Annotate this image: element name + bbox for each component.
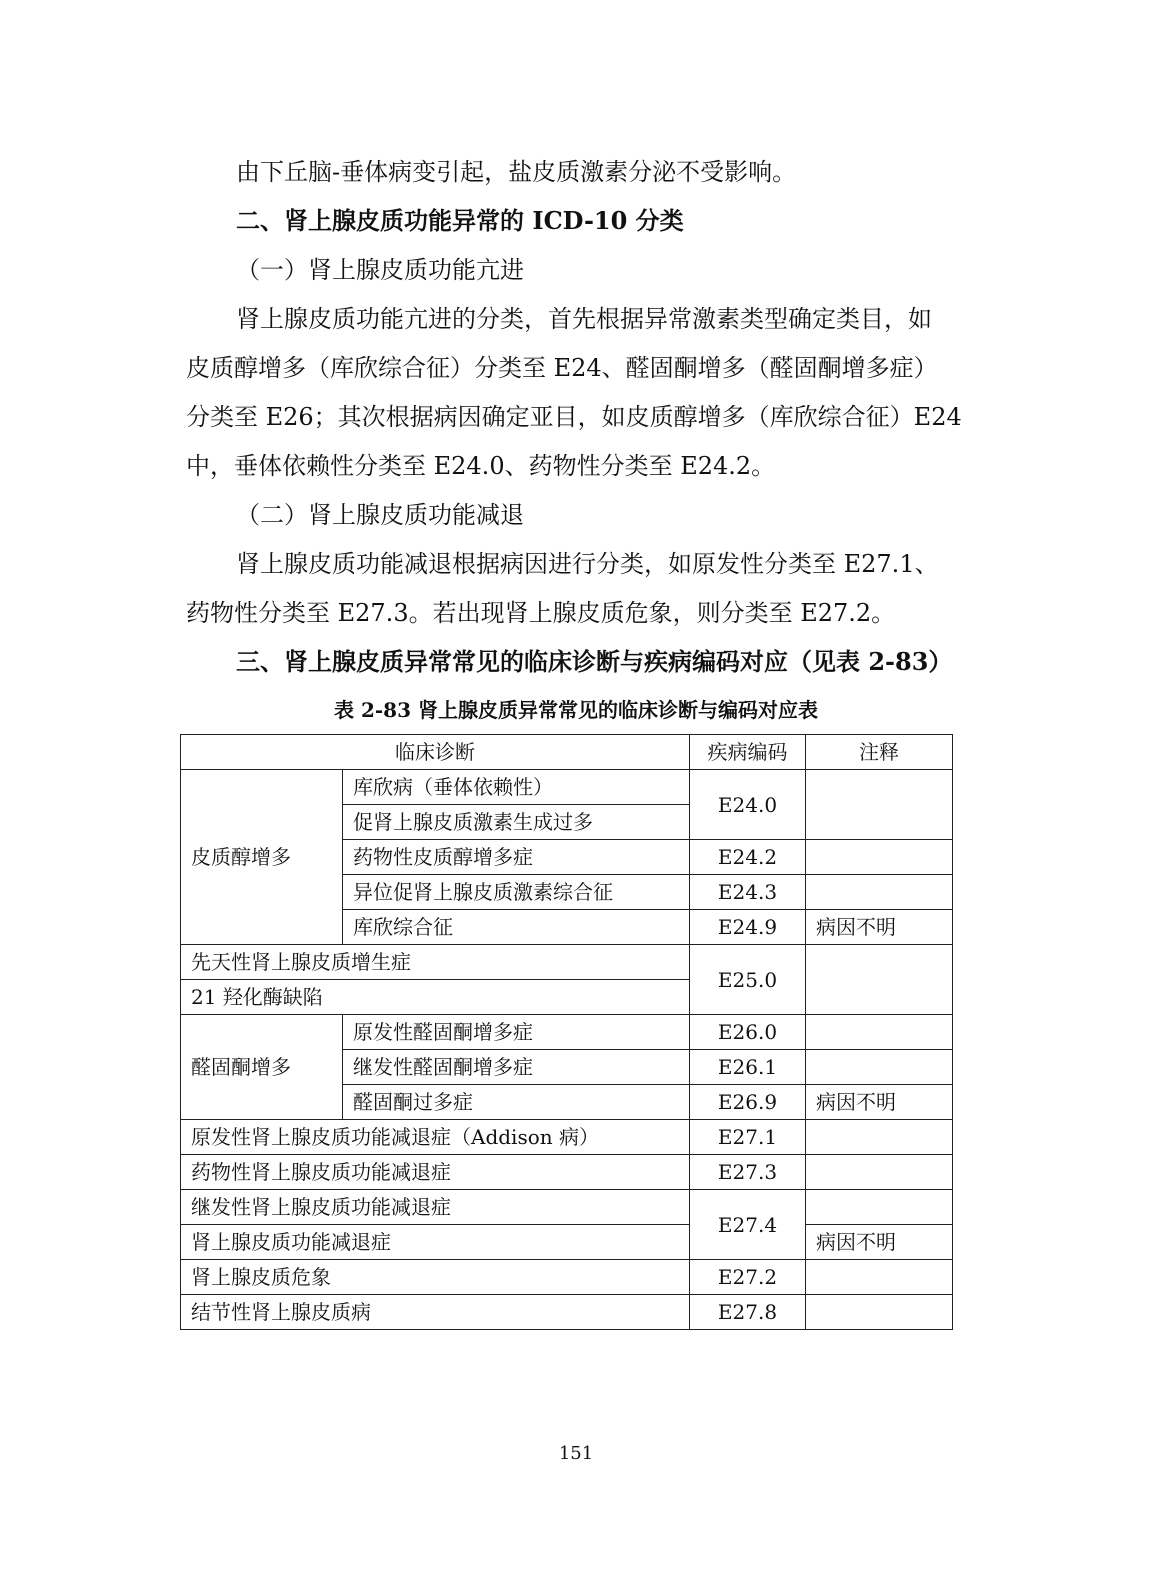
header-note: 注释 (806, 735, 953, 770)
paragraph-line: 分类至 E26；其次根据病因确定亚目，如皮质醇增多（库欣综合征）E24 (186, 403, 962, 431)
diagnosis-cell: 原发性醛固酮增多症 (343, 1015, 690, 1050)
table-header-row (181, 735, 953, 770)
paragraph-line: 药物性分类至 E27.3。若出现肾上腺皮质危象，则分类至 E27.2。 (186, 599, 896, 627)
diagnosis-cell: 原发性肾上腺皮质功能减退症（Addison 病） (181, 1120, 690, 1155)
diagnosis-cell: 促肾上腺皮质激素生成过多 (343, 805, 690, 840)
code-cell: E24.3 (690, 875, 806, 910)
diagnosis-cell: 库欣病（垂体依赖性） (343, 770, 690, 805)
code-cell: E27.2 (690, 1260, 806, 1295)
subsection-heading-1: （一）肾上腺皮质功能亢进 (236, 256, 524, 284)
table-row (181, 1260, 953, 1295)
code-cell: E27.8 (690, 1295, 806, 1330)
table-row (181, 1015, 953, 1050)
table-row (181, 1225, 953, 1260)
subsection-heading-2: （二）肾上腺皮质功能减退 (236, 501, 524, 529)
paragraph-continuation: 由下丘脑-垂体病变引起，盐皮质激素分泌不受影响。 (236, 158, 797, 186)
table-row (181, 1155, 953, 1190)
code-cell: E26.9 (690, 1085, 806, 1120)
paragraph-line: 肾上腺皮质功能减退根据病因进行分类，如原发性分类至 E27.1、 (236, 550, 939, 578)
code-cell: E27.4 (690, 1190, 806, 1260)
code-cell: E27.1 (690, 1120, 806, 1155)
code-cell: E24.2 (690, 840, 806, 875)
diagnosis-cell: 药物性肾上腺皮质功能减退症 (181, 1155, 690, 1190)
code-cell: E27.3 (690, 1155, 806, 1190)
note-cell (806, 1050, 953, 1085)
note-cell (806, 875, 953, 910)
code-cell: E26.0 (690, 1015, 806, 1050)
diagnosis-cell: 肾上腺皮质功能减退症 (181, 1225, 690, 1260)
code-cell: E24.9 (690, 910, 806, 945)
code-cell: E24.0 (690, 770, 806, 840)
table-row (181, 1295, 953, 1330)
section-heading-2: 二、肾上腺皮质功能异常的 ICD-10 分类 (236, 206, 684, 235)
diagnosis-cell: 结节性肾上腺皮质病 (181, 1295, 690, 1330)
diagnosis-cell: 异位促肾上腺皮质激素综合征 (343, 875, 690, 910)
diagnosis-cell: 库欣综合征 (343, 910, 690, 945)
note-cell (806, 840, 953, 875)
table-caption: 表 2-83 肾上腺皮质异常常见的临床诊断与编码对应表 (334, 698, 818, 722)
group-label: 醛固酮增多 (181, 1015, 343, 1120)
header-code: 疾病编码 (690, 735, 806, 770)
note-cell: 病因不明 (806, 910, 953, 945)
diagnosis-code-table (180, 734, 953, 1330)
diagnosis-cell: 药物性皮质醇增多症 (343, 840, 690, 875)
note-cell: 病因不明 (806, 1225, 953, 1260)
note-cell (806, 1015, 953, 1050)
table-row (181, 1120, 953, 1155)
note-cell (806, 1120, 953, 1155)
diagnosis-cell: 先天性肾上腺皮质增生症 (181, 945, 690, 980)
diagnosis-cell: 继发性肾上腺皮质功能减退症 (181, 1190, 690, 1225)
diagnosis-cell: 醛固酮过多症 (343, 1085, 690, 1120)
note-cell (806, 945, 953, 1015)
group-label: 皮质醇增多 (181, 770, 343, 945)
note-cell (806, 1295, 953, 1330)
diagnosis-cell: 继发性醛固酮增多症 (343, 1050, 690, 1085)
paragraph-line: 皮质醇增多（库欣综合征）分类至 E24、醛固酮增多（醛固酮增多症） (186, 354, 938, 382)
note-cell (806, 1155, 953, 1190)
paragraph-line: 中，垂体依赖性分类至 E24.0、药物性分类至 E24.2。 (186, 452, 776, 480)
table-row (181, 945, 953, 980)
note-cell (806, 770, 953, 840)
diagnosis-cell: 肾上腺皮质危象 (181, 1260, 690, 1295)
note-cell (806, 1190, 953, 1225)
table-row (181, 1190, 953, 1225)
code-cell: E26.1 (690, 1050, 806, 1085)
code-cell: E25.0 (690, 945, 806, 1015)
note-cell (806, 1260, 953, 1295)
note-cell: 病因不明 (806, 1085, 953, 1120)
diagnosis-cell: 21 羟化酶缺陷 (181, 980, 690, 1015)
page-number: 151 (558, 1443, 594, 1464)
paragraph-line: 肾上腺皮质功能亢进的分类，首先根据异常激素类型确定类目，如 (236, 305, 932, 333)
header-diagnosis: 临床诊断 (181, 735, 690, 770)
table-row (181, 770, 953, 805)
section-heading-3: 三、肾上腺皮质异常常见的临床诊断与疾病编码对应（见表 2-83） (236, 647, 953, 676)
